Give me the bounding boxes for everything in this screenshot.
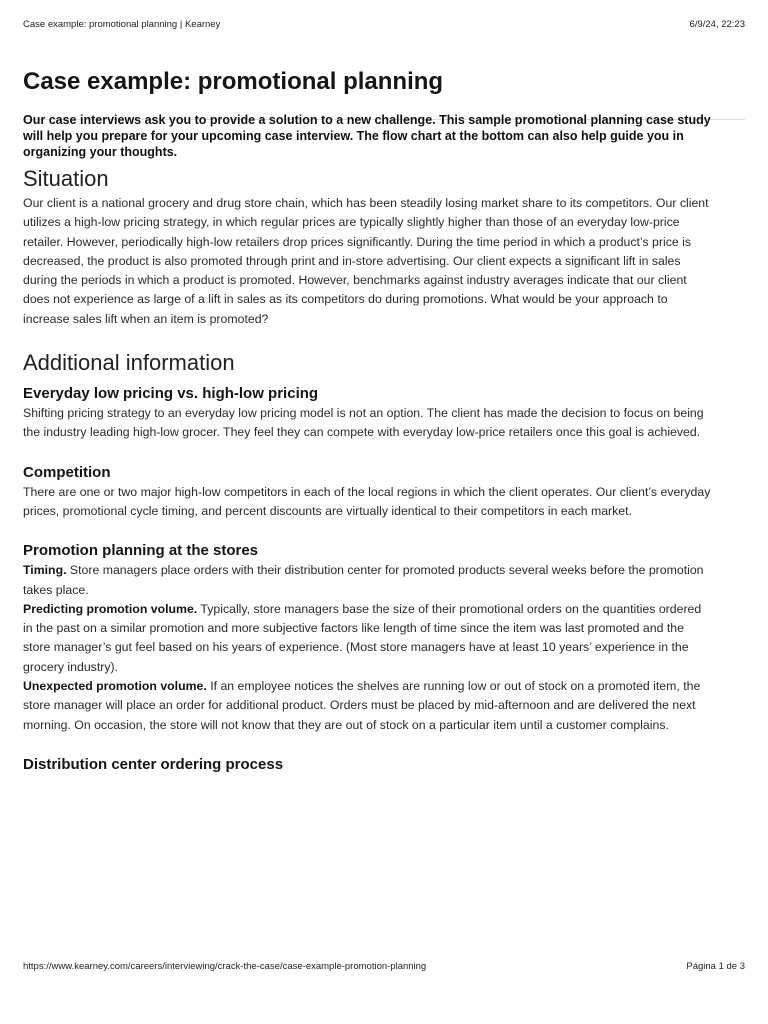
additional-info-heading: Additional information: [23, 350, 235, 376]
unexpected-paragraph: [23, 677, 713, 735]
intro-paragraph: Our case interviews ask you to provide a solution to a new challenge. This sample promotional planning case study will help you prepare for your upcoming case interview. The flow chart at the bottom can also help guide you in organizing your thoughts.: [23, 113, 711, 159]
print-header: [23, 19, 745, 33]
unexpected-text: If an employee notices the shelves are running low or out of stock on a promoted item, the store manager will place an order for additional product. Orders must be placed by mid-afternoon and are delivered the next morning. On occasion, the store will not know that they are out of stock on a particular item until a customer complains.: [23, 679, 701, 732]
predicting-text: Typically, store managers base the size of their promotional orders on the quantities ordered in the past on a similar promotion and more subjective factors like length of time since the item was last promoted and the store manager’s gut feel based on his years of experience. (Most store managers have at least 10 years’ experience in the grocery industry).: [23, 601, 702, 674]
intro-section: [23, 112, 713, 160]
pricing-heading: Everyday low pricing vs. high-low pricing: [23, 385, 319, 403]
print-footer-url[interactable]: https://www.kearney.com/careers/interviewing/crack-the-case/case-example-promotion-planning: [23, 961, 427, 972]
competition-paragraph: There are one or two major high-low competitors in each of the local regions in which the client operates. Our client’s everyday prices, promotional cycle timing, and percent discounts are virtually identical to their competitors in each market.: [23, 484, 711, 518]
pricing-paragraph: Shifting pricing strategy to an everyday low pricing model is not an option. The client has made the decision to focus on being the industry leading high-low grocer. They feel they can compete with everyday low-price retailers once this goal is achieved.: [23, 406, 704, 440]
timing-paragraph: [23, 561, 713, 600]
unexpected-lead: Unexpected promotion volume.: [23, 679, 207, 694]
promotion-planning-heading: Promotion planning at the stores: [23, 542, 259, 560]
print-header-title: Case example: promotional planning | Kearney: [23, 19, 221, 30]
predicting-paragraph: [23, 600, 713, 677]
distribution-heading: Distribution center ordering process: [23, 755, 284, 773]
article: [23, 62, 713, 775]
situation-heading: Situation: [23, 166, 109, 191]
print-header-datetime: 6/9/24, 22:23: [689, 19, 745, 30]
timing-text: Store managers place orders with their distribution center for promoted products several weeks before the promotion takes place.: [23, 563, 704, 597]
print-footer: [23, 961, 745, 975]
print-footer-page: Página 1 de 3: [686, 961, 745, 972]
situation-paragraph: Our client is a national grocery and drug store chain, which has been steadily losing market share to its competitors. Our client utilizes a high-low pricing strategy, in which regular prices are typically slightly higher than those of an everyday low-price retailer. However, periodically high-low retailers drop prices significantly. During the time period in which a product’s price is decreased, the product is also promoted through print and in-store advertising. Our client expects a significant lift in sales during the periods in which a product is promoted. However, benchmarks against industry averages indicate that our client does not experience as large of a lift in sales as its competitors do during promotions. What would be your approach to increase sales lift when an item is promoted?: [23, 196, 709, 326]
page-title: Case example: promotional planning: [23, 68, 444, 95]
predicting-lead: Predicting promotion volume.: [23, 601, 198, 616]
timing-lead: Timing.: [23, 563, 67, 578]
competition-heading: Competition: [23, 463, 111, 481]
